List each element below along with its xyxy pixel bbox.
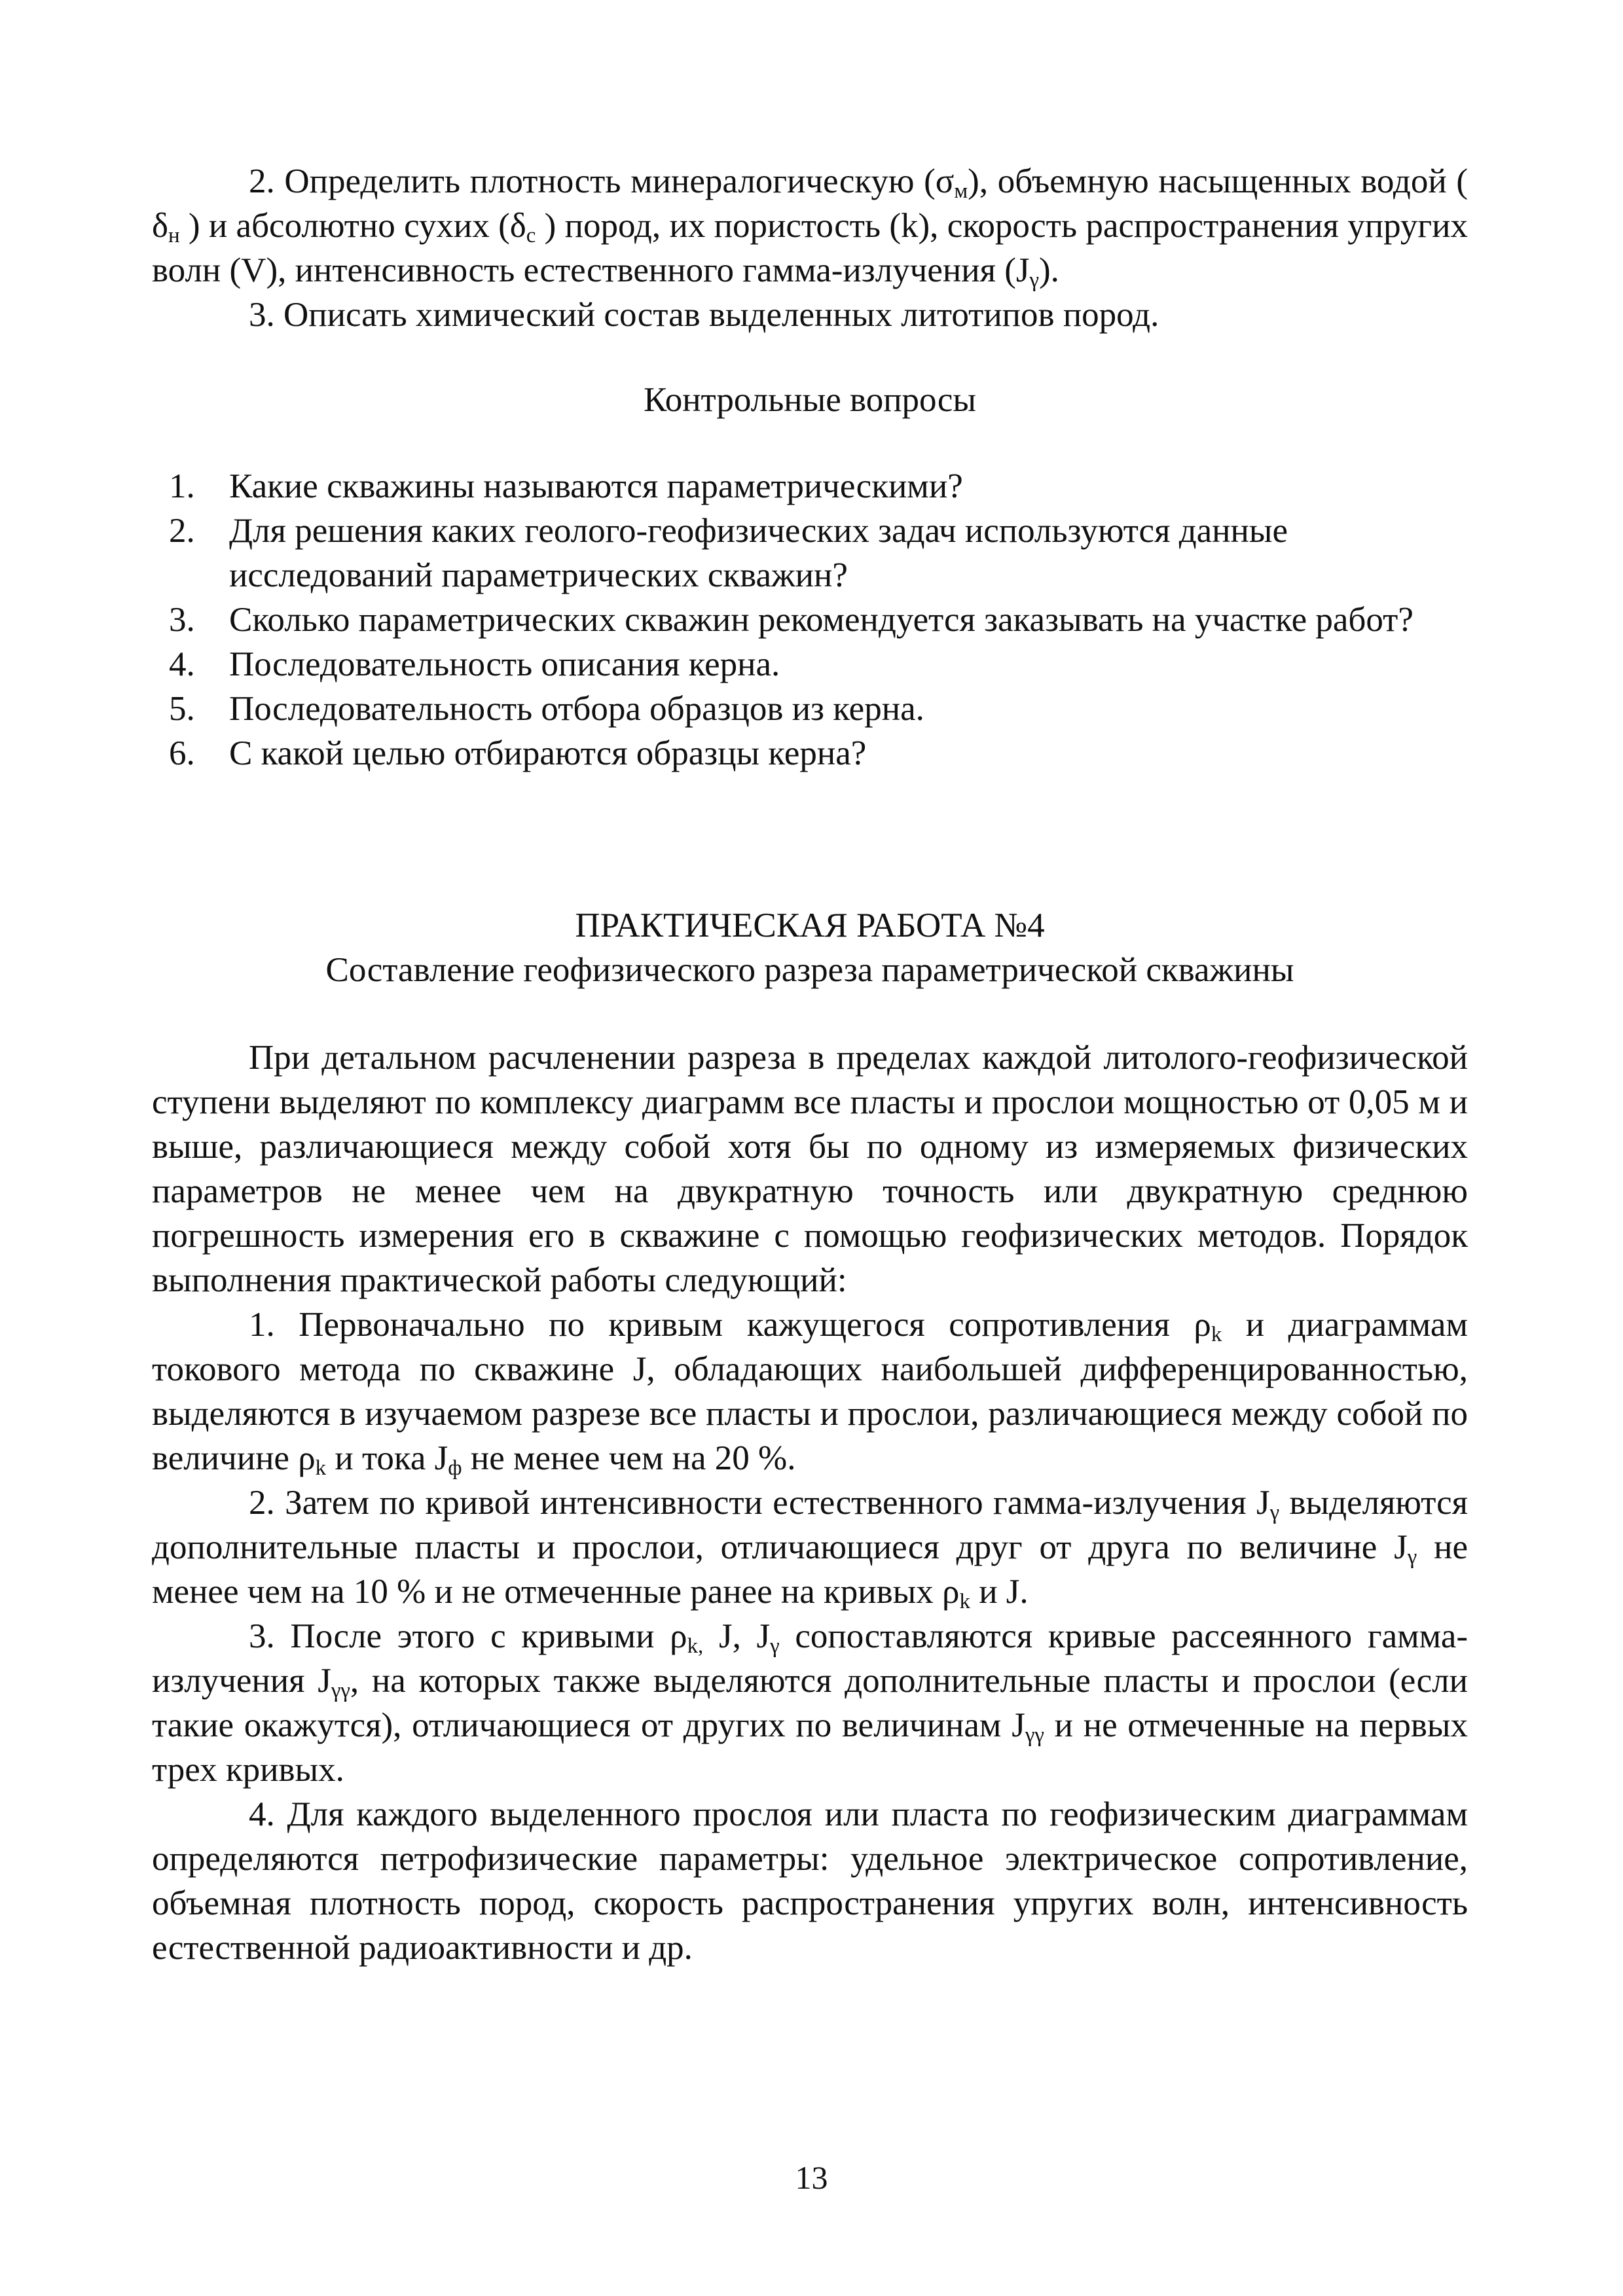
list-item: 5. Последовательность отбора образцов из керна. <box>169 690 924 728</box>
work-title: ПРАКТИЧЕСКАЯ РАБОТА №4 <box>575 906 1045 944</box>
list-item: 6. С какой целью отбираются образцы керна? <box>169 734 867 772</box>
task-item-2: 2. Определить плотность минералогическую $(\sigma_м)$, объемную насыщенных водой ( $\delta_н$ ) и абсолютно сухих ($\delta_с$ ) пород, их пористость (k), скорость распространения упругих волн (V), интенсивность естественного гамма-излучения $(J_\gamma)$. <box>152 162 1468 293</box>
step-4-paragraph: 4. Для каждого выделенного прослоя или пласта по геофизическим диаграммам определяются петрофизические параметры: удельное электрическое сопротивление, объемная плотность пород, скорость распространения упругих волн, интенсивность естественной радиоактивности и др. <box>152 1795 1468 1967</box>
list-item: 1. Какие скважины называются параметрическими? <box>169 467 963 505</box>
work-subtitle: Составление геофизического разреза параметрической скважины <box>325 951 1294 989</box>
work-heading-block <box>152 903 1468 992</box>
step-2-paragraph: 2. Затем по кривой интенсивности естественного гамма-излучения $J_\gamma$ выделяются дополнительные пласты и прослои, отличающиеся друг от друга по величине $J_\gamma$ не менее чем на 10 % и не отмеченные ранее на кривых $\rho_k$ и J. <box>152 1484 1468 1614</box>
list-item: 2. Для решения каких геолого-геофизических задач используются данные исследований параметрических скважин? <box>169 512 1288 594</box>
step-3-paragraph: 3. После этого с кривыми $\rho_{k,}$ J, $J_\gamma$ сопоставляются кривые рассеянного гамма-излучения $J_{\gamma\gamma}$, на которых также выделяются дополнительные пласты и прослои (если такие окажутся), отличающиеся от других по величинам $J_{\gamma\gamma}$ и не отмеченные на первых трех кривых. <box>152 1617 1468 1789</box>
list-item: 3. Сколько параметрических скважин рекомендуется заказывать на участке работ? <box>169 601 1413 639</box>
step-1-paragraph: 1. Первоначально по кривым кажущегося сопротивления $\rho_k$ и диаграммам токового метода по скважине J, обладающих наибольшей дифференцированностью, выделяются в изучаемом разрезе все пласты и прослои, различающиеся между собой по величине $\rho_k$ и тока $J_ф$ не менее чем на 20 %. <box>152 1306 1468 1480</box>
page-number: 13 <box>795 2159 828 2196</box>
questions-heading: Контрольные вопросы <box>643 381 977 419</box>
work-body <box>152 1035 1468 1970</box>
tasks-continuation <box>152 159 1468 337</box>
questions-heading-block <box>152 378 1468 422</box>
list-item: 4. Последовательность описания керна. <box>169 645 780 683</box>
task-item-3: 3. Описать химический состав выделенных литотипов пород. <box>249 296 1159 334</box>
questions-list <box>152 464 1468 776</box>
intro-paragraph: При детальном расчленении разреза в пределах каждой литолого-геофизической ступени выделяют по комплексу диаграмм все пласты и прослои мощностью от 0,05 м и выше, различающиеся между собой хотя бы по одному из измеряемых физических параметров не менее чем на двукратную точность или двукратную среднюю погрешность измерения его в скважине с помощью геофизических методов. Порядок выполнения практической работы следующий: <box>152 1039 1468 1299</box>
